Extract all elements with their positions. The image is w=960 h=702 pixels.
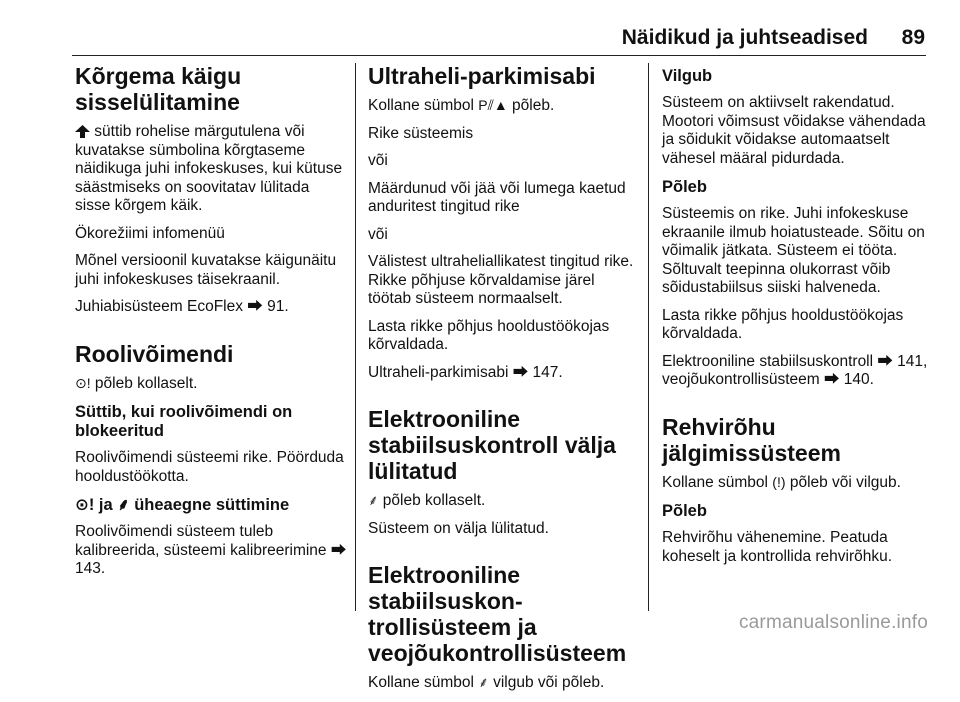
column-2: [368, 63, 638, 702]
paragraph: Süsteem on aktiivselt rakendatud. Mootori võimsust võidakse vähendada ja sõidukit võidakse automaatselt vähesel määral pidurdada.: [662, 94, 926, 167]
page-title: Näidikud ja juhtseadised: [621, 26, 868, 49]
paragraph: Mõnel versioonil kuvatakse käigunäitu juhi infokeskuses täisekraanil.: [75, 252, 337, 288]
tire-pressure-icon: (!): [772, 473, 786, 490]
cross-reference: Juhiabisüsteem EcoFlex ⮕ 91.: [75, 298, 289, 315]
paragraph: [75, 123, 347, 216]
paragraph: [368, 97, 638, 116]
subheading-text: üheaegne süttimine: [129, 496, 290, 514]
paragraph: Roolivõimendi süsteem tuleb kalibreerida, süsteemi kalibreerimine ⮕ 143.: [75, 523, 347, 577]
column-3: [662, 63, 930, 575]
page-header: [0, 0, 960, 58]
subheading: Süttib, kui roolivõimendi on blokeeritud: [75, 403, 293, 440]
column-1: [75, 63, 347, 588]
paragraph: [368, 674, 638, 693]
subheading-text: ja: [94, 496, 118, 514]
paragraph: Roolivõimendi süsteemi rike. Pöörduda hooldustöökotta.: [75, 449, 344, 485]
cross-reference: Elektrooniline stabiilsuskontroll ⮕ 141, veojõukontrollisüsteem ⮕ 140.: [662, 352, 928, 388]
subheading: Põleb: [662, 502, 707, 520]
page-number: 89: [901, 26, 925, 49]
paragraph: Välistest ultraheliallikatest tingitud rike. Rikke põhjuse kõrvaldamise järel töötab süsteem normaalselt.: [368, 253, 634, 307]
paragraph: [75, 375, 347, 394]
paragraph-text: Kollane sümbol: [368, 674, 479, 691]
paragraph-text: põleb kollaselt.: [90, 374, 198, 392]
column-divider: [355, 63, 356, 611]
paragraph: Lasta rikke põhjus hooldustöökojas kõrvaldada.: [662, 306, 904, 342]
paragraph-text: põleb või vilgub.: [785, 473, 901, 491]
subheading: [75, 496, 347, 515]
upshift-icon: [75, 125, 90, 138]
parking-assist-icon: P⫽▲: [478, 97, 508, 113]
paragraph-text: põleb kollaselt.: [378, 492, 486, 509]
esc-icon: ⸙: [478, 674, 489, 690]
watermark: carmanualsonline.info: [738, 612, 928, 633]
power-steering-icon: ⊙!: [75, 374, 91, 391]
paragraph-text: süttib rohelise märgutulena või kuvatakse sümbolina kõrgtaseme näidikuga juhi infokeskuses, kui kütuse säästmiseks on soovitatav lülitada sisse kõrgem käik.: [75, 123, 343, 214]
section-title: Elektrooniline stabiilsuskontroll välja lülitatud: [368, 406, 616, 484]
paragraph: Süsteemis on rike. Juhi infokeskuse ekraanile ilmub hoiatusteade. Sõitu on võimalik jätkata. Süsteem ei tööta. Sõltuvalt teepinna olukorrast võib sõidustabiilsus siiski halveneda.: [662, 205, 925, 296]
paragraph: Määrdunud või jää või lumega kaetud anduritest tingitud rike: [368, 179, 626, 215]
cross-reference: Ultraheli-parkimisabi ⮕ 147.: [368, 363, 563, 381]
section-title: Ultraheli-parkimisabi: [368, 63, 596, 89]
paragraph: või: [368, 152, 388, 169]
paragraph: Ökorežiimi infomenüü: [75, 224, 225, 242]
subheading: Põleb: [662, 178, 707, 196]
column-divider: [648, 63, 649, 611]
header-rule: [72, 55, 926, 56]
section-title: Elektrooniline stabiilsuskontrollisüsteem ja veojõukontrollisüsteem: [368, 562, 627, 666]
esc-icon: ⸙: [117, 496, 130, 514]
paragraph-text: vilgub või põleb.: [488, 674, 605, 691]
paragraph-text: põleb.: [507, 97, 555, 114]
section-title: Rehvirõhu jälgimissüsteem: [662, 413, 841, 466]
power-steering-icon: ⊙!: [75, 496, 95, 514]
paragraph: [368, 492, 638, 511]
paragraph: Lasta rikke põhjus hooldustöökojas kõrvaldada.: [368, 317, 610, 353]
paragraph-text: Kollane sümbol: [368, 97, 479, 114]
section-title: Kõrgema käigu sisselülitamine: [75, 63, 242, 115]
paragraph-text: Kollane sümbol: [662, 473, 773, 491]
paragraph: Rike süsteemis: [368, 124, 474, 142]
section-title: Roolivõimendi: [75, 340, 234, 367]
subheading: Vilgub: [662, 67, 713, 85]
esc-off-icon: ⸙: [368, 492, 379, 508]
paragraph: [662, 474, 930, 493]
paragraph: Rehvirõhu vähenemine. Peatuda koheselt ja kontrollida rehvirõhku.: [662, 529, 893, 565]
paragraph: või: [368, 225, 388, 243]
paragraph: Süsteem on välja lülitatud.: [368, 519, 549, 537]
